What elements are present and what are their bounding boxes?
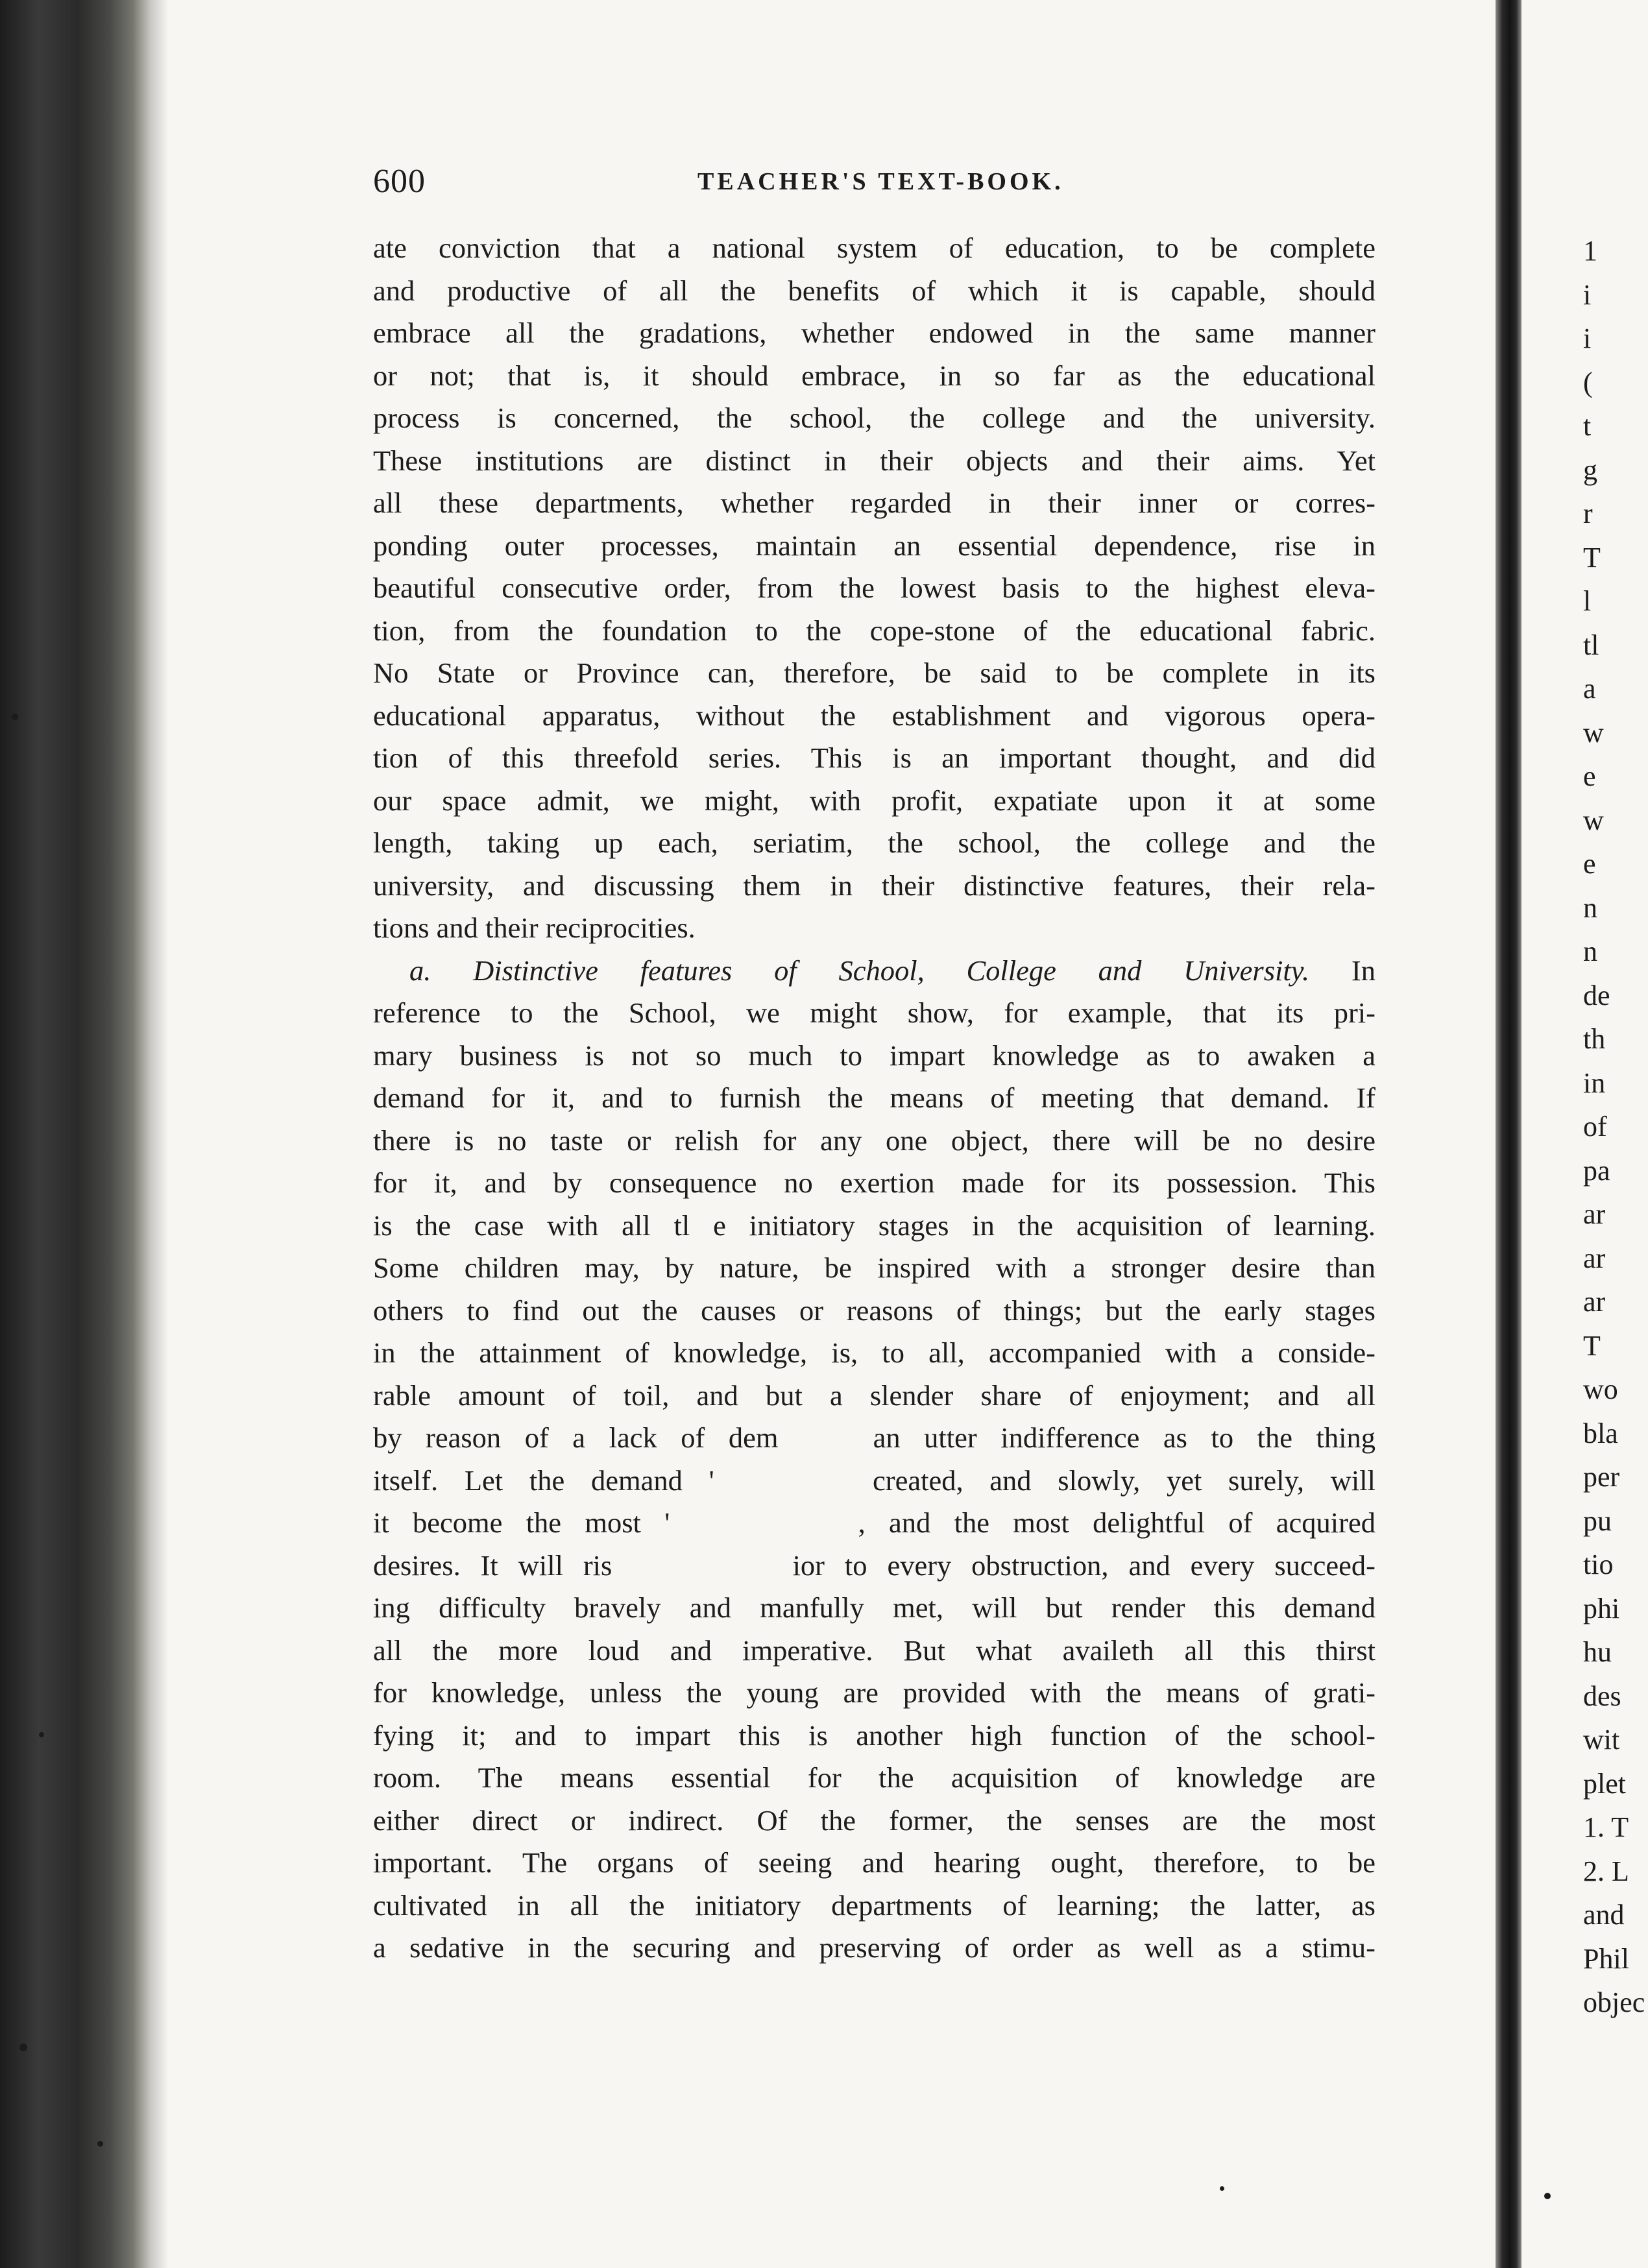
facing-page-fragment: g <box>1583 453 1597 486</box>
facing-page-fragment: tl <box>1583 629 1599 661</box>
facing-page-fragment: e <box>1583 848 1596 880</box>
facing-page-fragment: Phil <box>1583 1942 1629 1975</box>
book-binding <box>0 0 151 2268</box>
facing-page-fragment: th <box>1583 1023 1606 1055</box>
text-line: length, taking up each, seriatim, the school, the college and the <box>373 826 1375 859</box>
section-heading-tail: In <box>1351 954 1375 987</box>
facing-page-fragment: in <box>1583 1067 1606 1099</box>
text-line: or not; that is, it should embrace, in so far as the educational <box>373 359 1375 392</box>
facing-page-fragment: 1. T <box>1583 1811 1629 1843</box>
facing-page-fragment: per <box>1583 1461 1620 1493</box>
facing-page-fragment: n <box>1583 891 1597 924</box>
facing-page-fragment: t <box>1583 410 1592 442</box>
facing-page-fragment: de <box>1583 979 1610 1011</box>
text-line: tion, from the foundation to the cope-stone of the educational fabric. <box>373 614 1375 647</box>
facing-page-fragment: 2. L <box>1583 1855 1629 1887</box>
facing-page-fragment: w <box>1583 804 1604 836</box>
text-line: desires. It will ris ior to every obstruction, and every succeed- <box>373 1549 1375 1582</box>
facing-page-fragment: des <box>1583 1680 1621 1712</box>
text-line: a sedative in the securing and preserving of order as well as a stimu- <box>373 1931 1375 1964</box>
page-number: 600 <box>373 163 426 200</box>
text-line: and productive of all the benefits of which it is capable, should <box>373 274 1375 307</box>
facing-page-fragment: i <box>1583 278 1592 311</box>
text-line: in the attainment of knowledge, is, to all, accompanied with a conside- <box>373 1336 1375 1369</box>
facing-page-fragment: T <box>1583 541 1601 573</box>
facing-page-fragment: ( <box>1583 366 1593 398</box>
facing-page-fragment: pu <box>1583 1504 1612 1537</box>
facing-page-fragment: ar <box>1583 1286 1606 1318</box>
text-line: reference to the School, we might show, for example, that its pri- <box>373 996 1375 1029</box>
text-line: it become the most ' , and the most delightful of acquired <box>373 1506 1375 1539</box>
facing-page-fragment: tio <box>1583 1549 1614 1580</box>
running-head: TEACHER'S TEXT-BOOK. <box>697 168 1064 195</box>
text-line: is the case with all tl e initiatory stages in the acquisition of learning. <box>373 1209 1375 1242</box>
text-line: all the more loud and imperative. But what availeth all this thirst <box>373 1634 1375 1667</box>
text-line: our space admit, we might, with profit, expatiate upon it at some <box>373 784 1375 817</box>
facing-page-fragment: wit <box>1583 1724 1620 1755</box>
text-line: beautiful consecutive order, from the lowest basis to the highest eleva- <box>373 572 1375 604</box>
text-line: rable amount of toil, and but a slender share of enjoyment; and all <box>373 1379 1375 1412</box>
text-line: No State or Province can, therefore, be said to be complete in its <box>373 657 1375 689</box>
text-line: all these departments, whether regarded in their inner or corres- <box>373 487 1375 519</box>
text-line: either direct or indirect. Of the former, the senses are the most <box>373 1804 1375 1837</box>
text-line: for knowledge, unless the young are provided with the means of grati- <box>373 1676 1375 1709</box>
facing-page-fragment: hu <box>1583 1636 1612 1668</box>
facing-page-fragment: n <box>1583 935 1597 967</box>
facing-page-fragment: bla <box>1583 1417 1618 1449</box>
text-line: university, and discussing them in their distinctive features, their rela- <box>373 869 1375 902</box>
text-line: there is no taste or relish for any one object, there will be no desire <box>373 1124 1375 1157</box>
text-line: ponding outer processes, maintain an essential dependence, rise in <box>373 529 1375 562</box>
facing-page-fragment: i <box>1583 322 1592 354</box>
text-line: ing difficulty bravely and manfully met, will but render this demand <box>373 1591 1375 1624</box>
facing-page-fragment: plet <box>1583 1767 1626 1800</box>
text-line: educational apparatus, without the establishment and vigorous opera- <box>373 699 1375 732</box>
facing-page-fragment: r <box>1583 498 1593 529</box>
facing-page-fragment: 1 <box>1583 235 1597 267</box>
facing-page-fragment: w <box>1583 716 1604 749</box>
facing-page-fragment: objec <box>1583 1986 1645 2018</box>
text-line: mary business is not so much to impart knowledge as to awaken a <box>373 1039 1375 1072</box>
facing-page-fragment: ar <box>1583 1198 1606 1230</box>
text-line: by reason of a lack of dem an utter indifference as to the thing <box>373 1421 1375 1454</box>
binding-shadow <box>151 0 167 2268</box>
text-line: These institutions are distinct in their objects and their aims. Yet <box>373 444 1375 477</box>
section-heading-line <box>373 950 1375 993</box>
text-line: demand for it, and to furnish the means of meeting that demand. If <box>373 1081 1375 1114</box>
facing-page-fragment: T <box>1583 1329 1601 1362</box>
facing-page-fragment: a <box>1583 673 1596 705</box>
text-line: room. The means essential for the acquisition of knowledge are <box>373 1761 1375 1794</box>
facing-page-fragment: l <box>1583 585 1592 617</box>
text-line: tions and their reciprocities. <box>373 911 696 944</box>
text-line: embrace all the gradations, whether endowed in the same manner <box>373 317 1375 349</box>
facing-page-fragment: e <box>1583 760 1596 792</box>
text-line: others to find out the causes or reasons of things; but the early stages <box>373 1294 1375 1327</box>
text-line: Some children may, by nature, be inspired with a stronger desire than <box>373 1251 1375 1284</box>
text-line: itself. Let the demand ' created, and slowly, yet surely, will <box>373 1464 1375 1497</box>
facing-page-fragment: phi <box>1583 1592 1620 1624</box>
page-header <box>208 162 1375 221</box>
text-line: important. The organs of seeing and hearing ought, therefore, to be <box>373 1846 1375 1879</box>
facing-page-fragment: wo <box>1583 1373 1618 1405</box>
text-line: process is concerned, the school, the college and the university. <box>373 402 1375 434</box>
text-line: for it, and by consequence no exertion made for its possession. This <box>373 1166 1375 1199</box>
text-line: ate conviction that a national system of education, to be complete <box>373 232 1375 264</box>
facing-page-fragment: and <box>1583 1899 1625 1931</box>
page-gutter <box>1496 0 1521 2268</box>
section-heading: a. Distinctive features of School, College and University. <box>409 954 1310 987</box>
body-text <box>373 227 1375 1970</box>
facing-page-fragment: ar <box>1583 1242 1606 1274</box>
text-line: fying it; and to impart this is another high function of the school- <box>373 1719 1375 1752</box>
facing-page-fragment: pa <box>1583 1154 1610 1187</box>
text-line: tion of this threefold series. This is an important thought, and did <box>373 742 1375 774</box>
facing-page-fragment: of <box>1583 1111 1607 1142</box>
text-line: cultivated in all the initiatory departments of learning; the latter, as <box>373 1888 1375 1922</box>
